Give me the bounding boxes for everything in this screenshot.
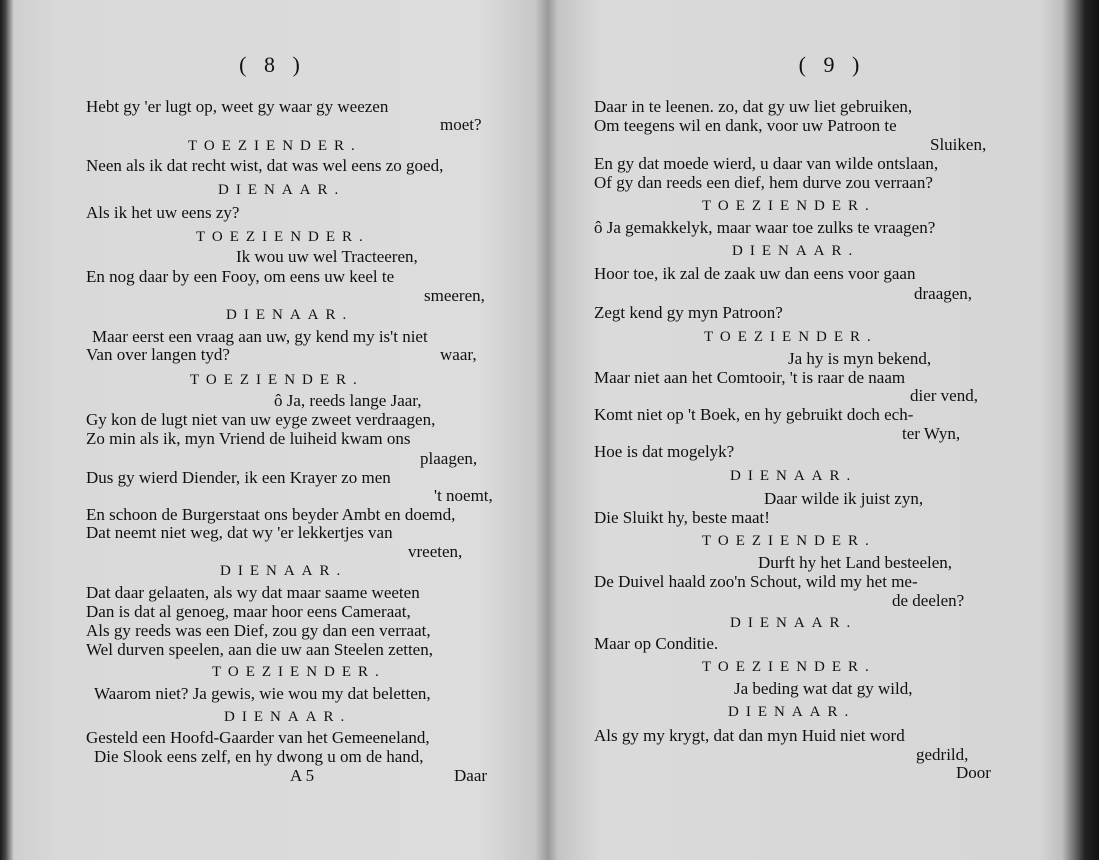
text-line: Of gy dan reeds een dief, hem durve zou verraan? (594, 173, 933, 192)
text-line: Hebt gy 'er lugt op, weet gy waar gy weezen (86, 97, 389, 116)
text-line: Gy kon de lugt niet van uw eyge zweet verdraagen, (86, 410, 436, 429)
text-line: Om teegens wil en dank, voor uw Patroon te (594, 116, 897, 135)
text-line: Komt niet op 't Boek, en hy gebruikt doch ech- (594, 405, 914, 424)
text-line: En nog daar by een Fooy, om eens uw keel te (86, 267, 395, 286)
text-line: Ja beding wat dat gy wild, (734, 679, 913, 698)
speaker-heading: TOEZIENDER. (702, 198, 876, 214)
text-line: de deelen? (892, 591, 965, 610)
text-line: 't noemt, (434, 486, 493, 505)
speaker-heading: TOEZIENDER. (702, 533, 876, 549)
speaker-heading: TOEZIENDER. (188, 138, 362, 154)
speaker-heading: DIENAAR. (220, 563, 348, 579)
speaker-heading: DIENAAR. (226, 307, 354, 323)
left-edge-shadow (0, 0, 8, 860)
text-line: Dan is dat al genoeg, maar hoor eens Cameraat, (86, 602, 411, 621)
page-number: ( 8 ) (239, 52, 306, 77)
text-line: Maar eerst een vraag aan uw, gy kend my is't niet (92, 327, 428, 346)
speaker-heading: DIENAAR. (218, 182, 346, 198)
text-line: Van over langen tyd? (86, 345, 230, 364)
right-page (552, 0, 1072, 860)
text-line: Als ik het uw eens zy? (86, 203, 240, 222)
left-page (20, 0, 545, 860)
text-line: ter Wyn, (902, 424, 961, 443)
text-line: moet? (440, 115, 482, 134)
speaker-heading: TOEZIENDER. (702, 659, 876, 675)
text-line: Ik wou uw wel Tracteeren, (236, 247, 418, 266)
speaker-heading: DIENAAR. (730, 468, 858, 484)
text-line: En gy dat moede wierd, u daar van wilde ontslaan, (594, 154, 939, 173)
catchword: Daar (454, 766, 488, 785)
speaker-heading: TOEZIENDER. (190, 372, 364, 388)
speaker-heading: DIENAAR. (730, 615, 858, 631)
text-line: Sluiken, (930, 135, 987, 154)
text-line: Maar op Conditie. (594, 634, 719, 653)
speaker-heading: DIENAAR. (732, 243, 860, 259)
text-line: gedrild, (916, 745, 969, 764)
text-line: vreeten, (408, 542, 463, 561)
text-line: Zegt kend gy myn Patroon? (594, 303, 783, 322)
text-line: draagen, (914, 284, 973, 303)
text-line: Durft hy het Land besteelen, (758, 553, 953, 572)
text-line: Hoor toe, ik zal de zaak uw dan eens voor gaan (594, 264, 916, 283)
text-line: Waarom niet? Ja gewis, wie wou my dat beletten, (94, 684, 431, 703)
text-line: Als gy reeds was een Dief, zou gy dan een verraat, (86, 621, 431, 640)
text-line: Dus gy wierd Diender, ik een Krayer zo men (86, 468, 391, 487)
text-line: Die Sluikt hy, beste maat! (594, 508, 770, 527)
catchword: Door (956, 763, 991, 782)
text-line: Als gy my krygt, dat dan myn Huid niet word (594, 726, 905, 745)
text-line: ô Ja gemakkelyk, maar waar toe zulks te vraagen? (594, 218, 936, 237)
text-line: Die Slook eens zelf, en hy dwong u om de hand, (94, 747, 424, 766)
text-line: waar, (440, 345, 477, 364)
text-line: Wel durven speelen, aan die uw aan Steelen zetten, (86, 640, 433, 659)
text-line: Neen als ik dat recht wist, dat was wel eens zo goed, (86, 156, 444, 175)
text-line: Gesteld een Hoofd-Gaarder van het Gemeeneland, (86, 728, 430, 747)
text-line: plaagen, (420, 449, 478, 468)
speaker-heading: DIENAAR. (224, 709, 352, 725)
text-line: ô Ja, reeds lange Jaar, (274, 391, 422, 410)
text-line: Zo min als ik, myn Vriend de luiheid kwam ons (86, 429, 411, 448)
text-line: Maar niet aan het Comtooir, 't is raar de naam (594, 368, 906, 387)
text-line: En schoon de Burgerstaat ons beyder Ambt en doemd, (86, 505, 456, 524)
text-line: Dat neemt niet weg, dat wy 'er lekkertjes van (86, 523, 393, 542)
text-line: Daar wilde ik juist zyn, (764, 489, 924, 508)
text-line: De Duivel haald zoo'n Schout, wild my het me- (594, 572, 918, 591)
signature-mark: A 5 (290, 766, 315, 785)
text-line: Daar in te leenen. zo, dat gy uw liet gebruiken, (594, 97, 913, 116)
page-number: ( 9 ) (798, 52, 866, 77)
text-line: dier vend, (910, 386, 978, 405)
text-line: Ja hy is myn bekend, (788, 349, 932, 368)
text-line: smeeren, (424, 286, 485, 305)
speaker-heading: TOEZIENDER. (704, 329, 878, 345)
text-line: Hoe is dat mogelyk? (594, 442, 735, 461)
speaker-heading: DIENAAR. (728, 704, 856, 720)
speaker-heading: TOEZIENDER. (196, 229, 370, 245)
text-line: Dat daar gelaaten, als wy dat maar saame weeten (86, 583, 420, 602)
speaker-heading: TOEZIENDER. (212, 664, 386, 680)
